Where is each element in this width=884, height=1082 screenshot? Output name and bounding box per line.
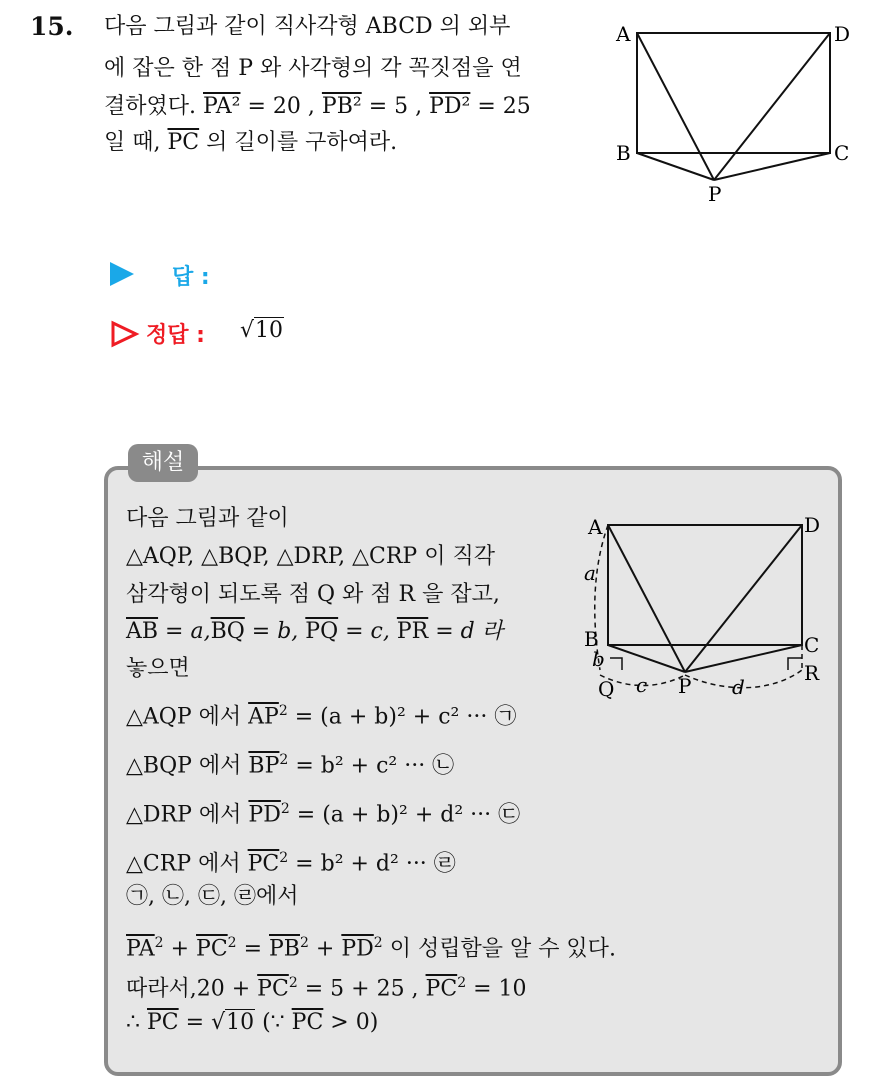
- question-line-1: 다음 그림과 같이 직사각형 ABCD 의 외부: [104, 14, 511, 39]
- label-p: P: [708, 182, 722, 206]
- label-a: A: [616, 22, 631, 46]
- question-line-2: 에 잡은 한 점 P 와 사각형의 각 꼭짓점을 연: [104, 56, 522, 81]
- solution-line-10: ㉠, ㉡, ㉢, ㉣에서: [126, 884, 299, 909]
- fig2-label-c-vertex: C: [804, 633, 820, 657]
- equation-1: △AQP 에서 $\overline{AP}^2 = (a + b)^2 + c^2$ ··· ㉠: [126, 703, 517, 730]
- label-c: C: [834, 141, 850, 165]
- fig2-label-a: a: [584, 561, 596, 585]
- solution-line-1: 다음 그림과 같이: [126, 506, 289, 531]
- fig2-label-b-vertex: B: [584, 627, 599, 651]
- fig2-label-b: b: [592, 647, 605, 671]
- answer-label: 답 :: [172, 265, 210, 290]
- correct-arrow-icon: [110, 320, 140, 348]
- question-line-3: 결하였다. PA² = 20 , PB² = 5 , PD² = 25: [104, 94, 531, 119]
- segment-pc: $\overline{PC}$: [167, 130, 200, 155]
- answer-arrow-icon: [110, 262, 134, 286]
- fig2-label-c: c: [636, 673, 648, 697]
- equation-4: △CRP 에서 $\overline{PC}^2 = b^2 + d^2$ ··· ㉣: [126, 850, 456, 877]
- solution-figure: [580, 510, 830, 700]
- correct-value: √10: [240, 318, 284, 343]
- rectangle-figure: [610, 18, 860, 208]
- fig2-label-p: P: [678, 674, 692, 698]
- sqrt-icon: √: [211, 1010, 226, 1035]
- question-number: 15.: [30, 12, 74, 41]
- solution-line-5: 놓으면: [126, 656, 190, 681]
- segment-pd: PD²: [429, 94, 471, 119]
- label-d: D: [834, 22, 851, 46]
- solution-tab: 해설: [128, 444, 198, 482]
- equation-2: △BQP 에서 $\overline{BP}^2 = b^2 + c^2$ ··· ㉡: [126, 752, 455, 779]
- solution-line-11: $\overline{PA}^2 + \overline{PC}^2 = \overline{PB}^2 + \overline{PD}^2$ 이 성립함을 알 수 있다.: [126, 935, 616, 962]
- fig2-label-a-vertex: A: [588, 515, 603, 539]
- solution-line-3: 삼각형이 되도록 점 Q 와 점 R 을 잡고,: [126, 582, 500, 607]
- label-b: B: [616, 141, 631, 165]
- sqrt-icon: √: [240, 318, 255, 343]
- question-line-4: 일 때, $\overline{PC}$ 의 길이를 구하여라.: [104, 130, 398, 155]
- fig2-label-r: R: [804, 661, 820, 685]
- solution-line-4: $\overline{AB} = a,\overline{BQ} = b$, $\overline{PQ} = c$, $\overline{PR} = d$ 라: [126, 619, 503, 644]
- segment-pb: PB²: [321, 94, 362, 119]
- fig2-label-d: D: [804, 513, 821, 537]
- solution-line-2: △AQP, △BQP, △DRP, △CRP 이 직각: [126, 544, 495, 569]
- solution-line-13: ∴ $\overline{PC} = √10$ (∵ $\overline{PC} > 0$): [126, 1010, 379, 1035]
- correct-label: 정답 :: [146, 323, 205, 348]
- equation-3: △DRP 에서 $\overline{PD}^2 = (a + b)^2 + d^2$ ··· ㉢: [126, 801, 521, 828]
- segment-pa: PA²: [203, 94, 241, 119]
- solution-line-12: 따라서$,20 + \overline{PC}^2 = 5 + 25$ , $\overline{PC}^2 = 10$: [126, 975, 527, 1002]
- fig2-label-q: Q: [598, 677, 615, 700]
- fig2-label-d-seg: d: [732, 675, 745, 699]
